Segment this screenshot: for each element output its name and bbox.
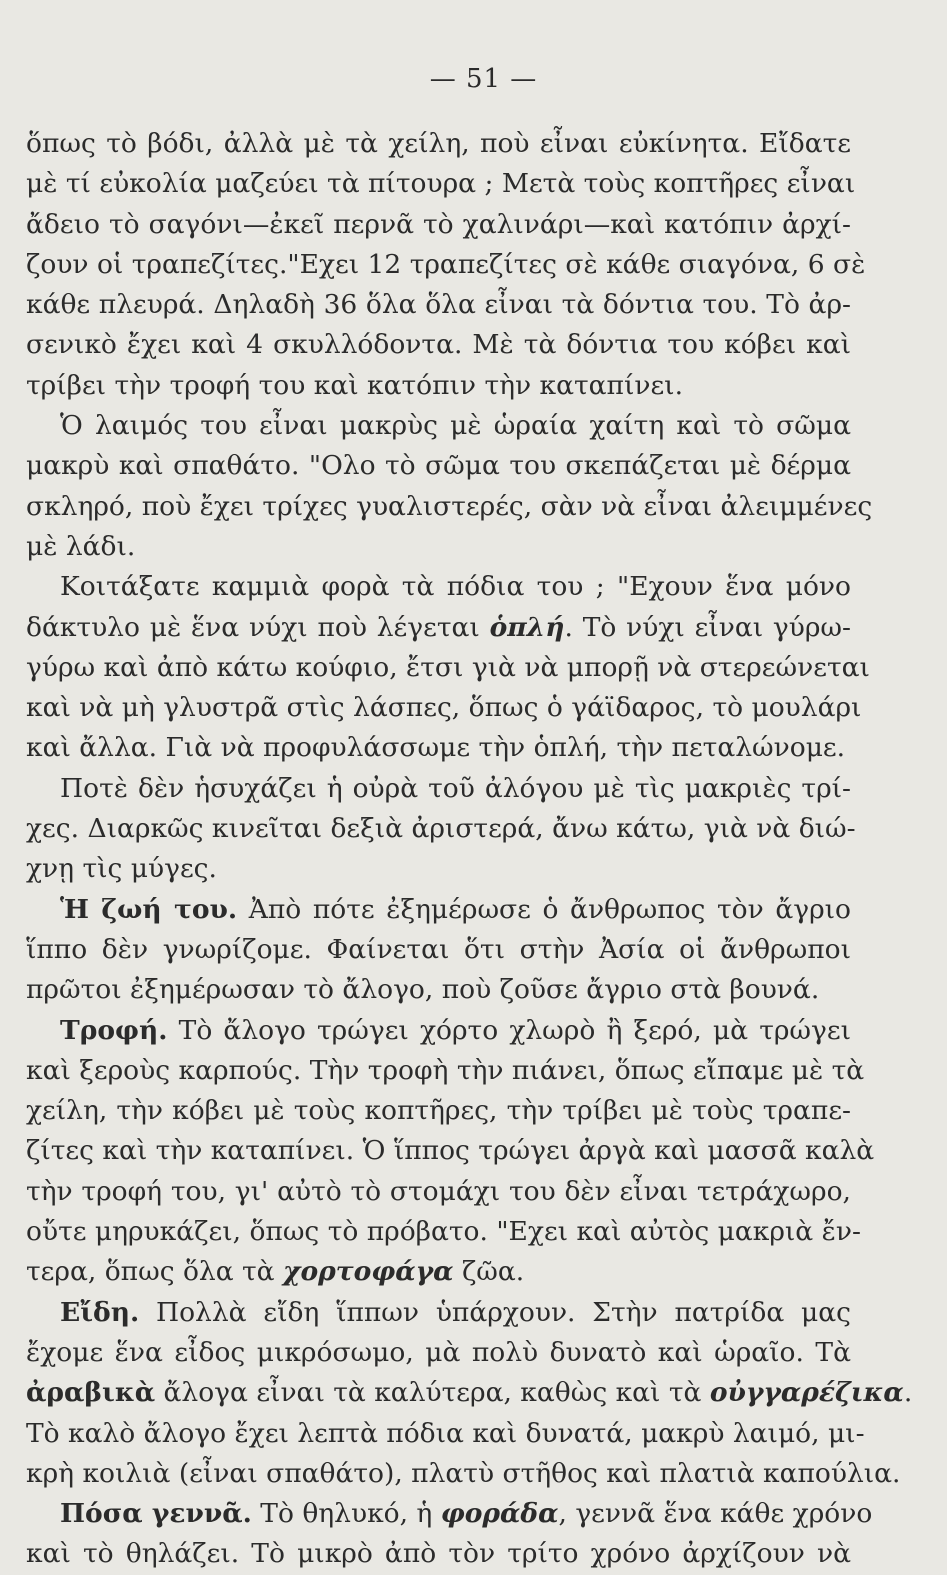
section-heading: Τροφή. — [60, 1014, 168, 1046]
text-line: καὶ ξεροὺς καρπούς. Τὴν τροφὴ τὴν πιάνει, ὅπως εἴπαμε μὲ τὰ — [26, 1054, 865, 1086]
text-line: κάθε πλευρά. Δηλαδὴ 36 ὅλα ὅλα εἶναι τὰ δόντια του. Τὸ ἀρ- — [26, 289, 851, 321]
text-line: Ποτὲ δὲν ἡσυχάζει ἡ οὐρὰ τοῦ ἀλόγου μὲ τὶς μακριὲς τρί- — [60, 772, 851, 804]
text-line: σκληρό, ποὺ ἔχει τρίχες γυαλιστερές, σὰν νὰ εἶναι ἀλειμμένες — [26, 490, 873, 522]
text-line: ἀραβικὰ ἄλογα εἶναι τὰ καλύτερα, καθὼς καὶ τὰ οὐγγαρέζικα. — [26, 1377, 913, 1409]
text-line: τερα, ὅπως ὅλα τὰ χορτοφάγα ζῶα. — [26, 1256, 525, 1288]
emphasized-term: οὐγγαρέζικα — [709, 1377, 904, 1409]
emphasized-term: φοράδα — [440, 1498, 559, 1530]
emphasized-term: ὁπλή — [489, 611, 565, 643]
text-line: μακρὺ καὶ σπαθάτο. "Ολο τὸ σῶμα του σκεπάζεται μὲ δέρμα — [26, 450, 851, 482]
text-line: καὶ ἄλλα. Γιὰ νὰ προφυλάσσωμε τὴν ὁπλή, τὴν πεταλώνομε. — [26, 732, 846, 764]
text-line: γύρω καὶ ἀπὸ κάτω κούφιο, ἔτσι γιὰ νὰ μπορῇ νὰ στερεώνεται — [26, 651, 870, 683]
section-heading: Εἴδη. — [60, 1296, 140, 1328]
text-line: Ἡ ζωή του. Ἀπὸ πότε ἐξημέρωσε ὁ ἄνθρωπος τὸν ἄγριο — [60, 893, 851, 925]
text-line: πρῶτοι ἐξημέρωσαν τὸ ἄλογο, ποὺ ζοῦσε ἄγριο στὰ βουνά. — [26, 974, 820, 1006]
text-line: ἔχομε ἕνα εἶδος μικρόσωμο, μὰ πολὺ δυνατὸ καὶ ὡραῖο. Τὰ — [26, 1336, 851, 1368]
text-line: μὲ τί εὐκολία μαζεύει τὰ πίτουρα ; Μετὰ τοὺς κοπτῆρες εἶναι — [26, 168, 856, 200]
text-line: ζίτες καὶ τὴν καταπίνει. Ὁ ἵππος τρώγει ἀργὰ καὶ μασσᾶ καλὰ — [26, 1135, 875, 1167]
text-line: δάκτυλο μὲ ἕνα νύχι ποὺ λέγεται ὁπλή. Τὸ νύχι εἶναι γύρω- — [26, 611, 851, 643]
text-line: ζουν οἱ τραπεζίτες."Εχει 12 τραπεζίτες σὲ κάθε σιαγόνα, 6 σὲ — [26, 248, 866, 280]
text-line: κρὴ κοιλιὰ (εἶναι σπαθάτο), πλατὺ στῆθος καὶ πλατιὰ καπούλια. — [26, 1457, 901, 1489]
text-line: χείλη, τὴν κόβει μὲ τοὺς κοπτῆρες, τὴν τρίβει μὲ τοὺς τραπε- — [26, 1095, 851, 1127]
text-line: Κοιτάξατε καμμιὰ φορὰ τὰ πόδια του ; "Εχουν ἕνα μόνο — [60, 571, 851, 603]
emphasized-term: χορτοφάγα — [283, 1256, 454, 1288]
text-line: τρίβει τὴν τροφή του καὶ κατόπιν τὴν καταπίνει. — [26, 369, 683, 401]
text-line: σενικὸ ἔχει καὶ 4 σκυλλόδοντα. Μὲ τὰ δόντια του κόβει καὶ — [26, 329, 851, 361]
section-heading: Ἡ ζωή του. — [60, 893, 238, 925]
text-line: Πόσα γεννᾶ. Τὸ θηλυκό, ἡ φοράδα, γεννᾶ ἕνα κάθε χρόνο — [60, 1498, 873, 1530]
text-line: Ὁ λαιμός του εἶναι μακρὺς μὲ ὡραία χαίτη καὶ τὸ σῶμα — [60, 410, 851, 442]
text-line: Τροφή. Τὸ ἄλογο τρώγει χόρτο χλωρὸ ἢ ξερό, μὰ τρώγει — [60, 1014, 851, 1046]
text-line: μὲ λάδι. — [26, 530, 136, 562]
section-heading: ἀραβικὰ — [26, 1377, 156, 1409]
page-number: — 51 — — [429, 64, 538, 94]
text-line: Εἴδη. Πολλὰ εἴδη ἵππων ὑπάρχουν. Στὴν πατρίδα μας — [60, 1296, 851, 1328]
body-text — [26, 124, 913, 1575]
text-line: καὶ τὸ θηλάζει. Τὸ μικρὸ ἀπὸ τὸν τρίτο χρόνο ἀρχίζουν νὰ — [26, 1538, 851, 1570]
text-line: οὔτε μηρυκάζει, ὅπως τὸ πρόβατο. "Εχει καὶ αὐτὸς μακριὰ ἔν- — [26, 1216, 861, 1248]
text-line: Τὸ καλὸ ἄλογο ἔχει λεπτὰ πόδια καὶ δυνατά, μακρὺ λαιμό, μι- — [26, 1417, 865, 1449]
text-line: ἵππο δὲν γνωρίζομε. Φαίνεται ὅτι στὴν Ἀσία οἱ ἄνθρωποι — [26, 933, 851, 965]
text-line: τὴν τροφή του, γι' αὐτὸ τὸ στομάχι του δὲν εἶναι τετράχωρο, — [26, 1175, 851, 1207]
text-line: ἄδειο τὸ σαγόνι—ἐκεῖ περνᾶ τὸ χαλινάρι—καὶ κατόπιν ἀρχί- — [26, 208, 851, 240]
section-heading: Πόσα γεννᾶ. — [60, 1498, 252, 1530]
text-line: χες. Διαρκῶς κινεῖται δεξιὰ ἀριστερά, ἄνω κάτω, γιὰ νὰ διώ- — [26, 813, 856, 845]
text-line: χνῃ τὶς μύγες. — [26, 853, 217, 885]
text-line: ὅπως τὸ βόδι, ἀλλὰ μὲ τὰ χείλη, ποὺ εἶναι εὐκίνητα. Εἴδατε — [26, 128, 851, 159]
text-line: καὶ νὰ μὴ γλυστρᾶ στὶς λάσπες, ὅπως ὁ γάϊδαρος, τὸ μουλάρι — [26, 692, 862, 724]
